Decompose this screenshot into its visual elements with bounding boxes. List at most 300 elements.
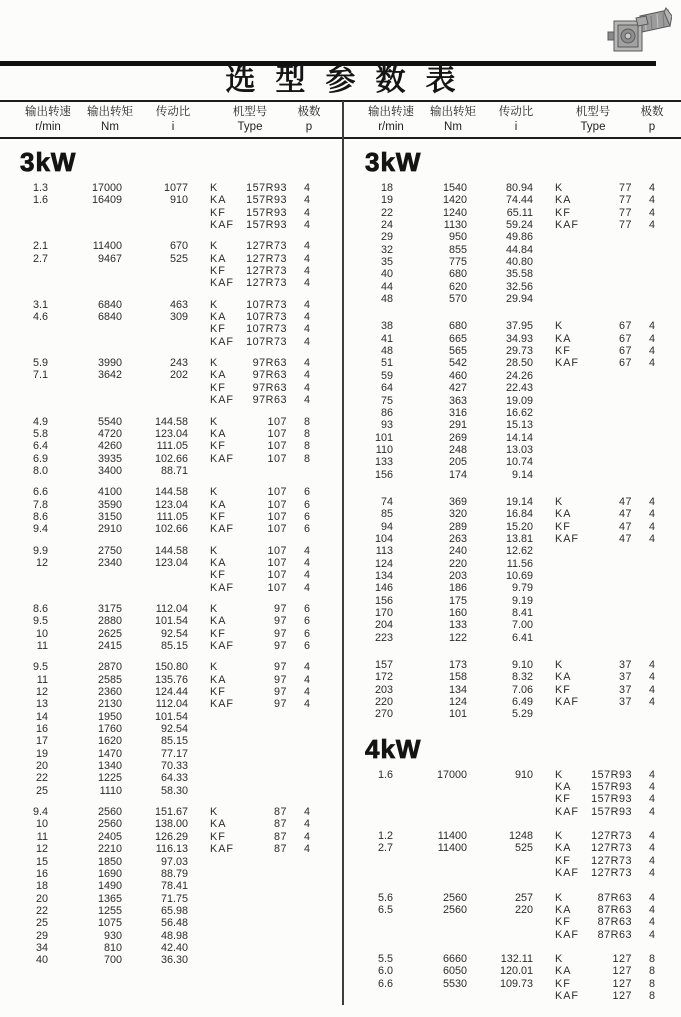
- cell-gap: [188, 806, 208, 818]
- cell-torque: 175: [448, 594, 467, 607]
- cell-ratio: 13.81: [505, 532, 533, 545]
- cell-gap: [188, 698, 208, 710]
- cell-poles: 4: [648, 830, 655, 843]
- table-row: [0, 253, 336, 265]
- cell-ratio: 309: [169, 311, 188, 324]
- header-speed-name: 输出转速: [25, 106, 71, 118]
- cell-type-prefix: KA: [555, 508, 572, 521]
- cell-torque: 3990: [97, 357, 122, 370]
- cell-torque: 133: [448, 619, 467, 632]
- cell-speed: 4.6: [32, 311, 48, 324]
- header-torque-unit: Nm: [101, 121, 119, 133]
- header-speed-unit: r/min: [378, 121, 404, 133]
- header-speed: [25, 105, 71, 134]
- cell-poles: 4: [648, 781, 655, 794]
- cell-poles: 4: [648, 903, 655, 916]
- cell-type-model: 107: [267, 440, 287, 453]
- cell-speed: 156: [374, 594, 393, 607]
- table-row: [0, 511, 336, 523]
- header-ratio-name: 传动比: [155, 106, 191, 118]
- table-row: [0, 394, 336, 406]
- cell-type-model: 37: [618, 696, 632, 709]
- cell-speed: [345, 867, 393, 879]
- cell-poles: 4: [303, 335, 310, 348]
- cell-gap: [533, 219, 553, 231]
- cell-speed: 18: [380, 182, 393, 194]
- table-row: [345, 456, 679, 468]
- cell-speed: 104: [374, 532, 393, 545]
- cell-speed: 146: [374, 582, 393, 595]
- cell-torque: 4260: [97, 440, 122, 453]
- cell-type-prefix: KAF: [555, 532, 579, 545]
- cell-speed: 1.3: [32, 182, 48, 194]
- table-row: [0, 640, 336, 652]
- cell-type-model: [244, 465, 287, 477]
- cell-poles: 4: [648, 357, 655, 370]
- cell-speed: 25: [35, 917, 48, 930]
- cell-ratio: 34.93: [505, 332, 533, 345]
- cell-torque: 369: [448, 495, 467, 508]
- cell-gap: [533, 521, 553, 533]
- cell-torque: 1620: [97, 735, 122, 748]
- cell-torque: 291: [448, 419, 467, 432]
- cell-speed: 17: [35, 735, 48, 748]
- cell-gap: [188, 954, 208, 966]
- cell-torque: 3642: [97, 369, 122, 382]
- table-row: [345, 370, 679, 382]
- table-row: [345, 558, 679, 570]
- table-row: [0, 207, 336, 219]
- cell-type-prefix: K: [555, 495, 564, 508]
- cell-gap: [533, 244, 553, 256]
- cell-speed: 93: [380, 419, 393, 432]
- table-row: [345, 904, 679, 916]
- cell-torque: 1540: [442, 182, 467, 194]
- cell-ratio: [122, 207, 188, 219]
- cell-type-model: [589, 231, 632, 243]
- table-row: [345, 867, 679, 879]
- cell-gap: [533, 293, 553, 305]
- cell-gap: [533, 607, 553, 619]
- cell-poles: [287, 954, 327, 966]
- column-divider: [342, 101, 344, 1005]
- cell-ratio: 109.73: [499, 977, 533, 990]
- table-row: [345, 521, 679, 533]
- cell-ratio: 44.84: [505, 243, 533, 256]
- cell-type-prefix: KF: [555, 916, 571, 929]
- cell-ratio: [122, 277, 188, 289]
- table-row: [0, 569, 336, 581]
- cell-gap: [188, 785, 208, 797]
- cell-type-model: [244, 772, 287, 784]
- cell-type-prefix: KAF: [555, 805, 579, 818]
- cell-poles: [632, 456, 672, 468]
- cell-torque: 1110: [99, 784, 122, 797]
- cell-type-model: 107: [267, 569, 287, 582]
- cell-ratio: [122, 394, 188, 406]
- cell-ratio: 11.56: [506, 557, 533, 570]
- table-row: [0, 661, 336, 673]
- cell-speed: 16: [35, 867, 48, 880]
- table-row: [0, 182, 336, 194]
- data-block: [0, 357, 336, 406]
- cell-type-prefix: KF: [210, 627, 226, 640]
- cell-torque: [48, 382, 122, 394]
- cell-gap: [188, 603, 208, 615]
- cell-type-model: 127: [612, 989, 632, 1002]
- cell-gap: [533, 806, 553, 818]
- cell-speed: 16: [35, 723, 48, 736]
- cell-poles: [287, 917, 327, 929]
- cell-gap: [188, 615, 208, 627]
- cell-gap: [533, 370, 553, 382]
- cell-type-prefix: KA: [555, 194, 572, 207]
- header-speed: [368, 105, 414, 134]
- cell-type-prefix: K: [555, 891, 564, 904]
- table-row: [345, 382, 679, 394]
- cell-torque: 4720: [97, 427, 122, 440]
- cell-ratio: 144.58: [154, 486, 188, 499]
- cell-poles: 4: [648, 659, 655, 672]
- cell-type-prefix: [553, 370, 589, 382]
- cell-type-model: [244, 917, 287, 929]
- cell-ratio: 101.54: [154, 615, 188, 628]
- cell-speed: 74: [380, 495, 393, 508]
- cell-type-model: [589, 469, 632, 481]
- cell-gap: [533, 207, 553, 219]
- cell-speed: [0, 569, 48, 581]
- cell-type-prefix: KAF: [210, 335, 234, 348]
- cell-gap: [188, 428, 208, 440]
- cell-poles: 4: [303, 843, 310, 856]
- cell-type-prefix: [553, 256, 589, 268]
- cell-poles: 8: [303, 440, 310, 453]
- cell-type-prefix: KAF: [210, 277, 234, 290]
- cell-poles: 4: [303, 394, 310, 407]
- cell-gap: [188, 357, 208, 369]
- cell-poles: [287, 868, 327, 880]
- data-block: [0, 416, 336, 478]
- cell-poles: [632, 244, 672, 256]
- cell-type-prefix: K: [210, 415, 219, 428]
- cell-torque: 160: [448, 607, 467, 619]
- cell-speed: 8.6: [32, 510, 48, 523]
- table-row: [0, 582, 336, 594]
- cell-type-model: 107R73: [246, 335, 287, 348]
- table-row: [345, 607, 679, 619]
- cell-poles: [287, 723, 327, 735]
- cell-ratio: 92.54: [160, 723, 188, 736]
- cell-type-prefix: K: [210, 806, 219, 819]
- cell-ratio: 243: [169, 357, 188, 370]
- power-heading: 3kW: [365, 147, 422, 177]
- cell-type-prefix: KAF: [210, 452, 234, 465]
- cell-ratio: 19.14: [505, 495, 533, 508]
- cell-type-prefix: KAF: [210, 640, 234, 652]
- cell-gap: [533, 432, 553, 444]
- cell-poles: 4: [303, 581, 310, 594]
- cell-gap: [188, 772, 208, 784]
- cell-type-prefix: KAF: [555, 357, 579, 370]
- table-row: [0, 806, 336, 818]
- cell-type-prefix: KA: [555, 965, 572, 978]
- cell-ratio: 123.04: [154, 556, 188, 569]
- cell-type-model: 157R93: [246, 182, 287, 194]
- data-block: [0, 545, 336, 594]
- cell-type-prefix: [553, 293, 589, 305]
- table-row: [345, 268, 679, 280]
- cell-speed: 6.6: [377, 977, 393, 990]
- cell-type-prefix: [208, 772, 244, 784]
- cell-speed: 48: [380, 345, 393, 358]
- cell-ratio: [467, 929, 533, 941]
- cell-poles: [632, 558, 672, 570]
- cell-torque: 248: [448, 443, 467, 456]
- cell-ratio: 8.41: [511, 607, 533, 619]
- cell-ratio: 9.19: [511, 594, 533, 607]
- cell-speed: 85: [380, 508, 393, 521]
- cell-speed: 110: [375, 443, 393, 456]
- table-row: [0, 686, 336, 698]
- cell-ratio: [122, 219, 188, 231]
- cell-ratio: 8.32: [511, 671, 533, 684]
- cell-type-model: [244, 880, 287, 892]
- section-3kw: [345, 149, 679, 721]
- cell-torque: 11400: [437, 830, 467, 843]
- cell-speed: [345, 806, 393, 818]
- cell-ratio: 1248: [508, 830, 533, 843]
- cell-poles: 8: [303, 415, 310, 428]
- table-row: [0, 711, 336, 723]
- cell-gap: [533, 904, 553, 916]
- cell-type-prefix: [553, 582, 589, 594]
- cell-ratio: 71.75: [160, 892, 188, 905]
- cell-torque: 1340: [97, 760, 122, 773]
- cell-gap: [533, 545, 553, 557]
- cell-type-model: [589, 558, 632, 570]
- cell-poles: 6: [303, 486, 310, 499]
- cell-gap: [533, 456, 553, 468]
- header-ratio: [156, 105, 191, 134]
- cell-type-model: 87: [273, 830, 287, 843]
- cell-type-model: 157R93: [591, 781, 632, 794]
- table-row: [0, 465, 336, 477]
- cell-speed: 12: [35, 843, 48, 856]
- cell-type-model: 77: [618, 194, 632, 207]
- cell-gap: [533, 696, 553, 708]
- cell-ratio: 144.58: [154, 544, 188, 557]
- cell-type-prefix: [208, 465, 244, 477]
- table-row: [0, 219, 336, 231]
- cell-ratio: 64.33: [160, 772, 188, 785]
- cell-torque: 1950: [97, 710, 122, 723]
- cell-gap: [188, 299, 208, 311]
- table-row: [345, 281, 679, 293]
- table-row: [345, 632, 679, 644]
- cell-poles: 4: [303, 323, 310, 336]
- power-heading: 4kW: [365, 733, 422, 764]
- cell-torque: 5530: [442, 977, 467, 990]
- cell-ratio: 16.84: [505, 508, 533, 521]
- cell-poles: [632, 607, 672, 619]
- cell-torque: [48, 582, 122, 594]
- cell-type-prefix: KF: [555, 206, 571, 219]
- cell-type-model: 37: [618, 659, 632, 672]
- cell-gap: [188, 686, 208, 698]
- cell-gap: [533, 855, 553, 867]
- cell-ratio: 150.80: [154, 661, 188, 674]
- cell-torque: [48, 323, 122, 335]
- cell-speed: 204: [374, 619, 393, 632]
- cell-type-prefix: KA: [210, 427, 227, 440]
- cell-poles: 4: [303, 698, 310, 711]
- cell-type-prefix: [208, 868, 244, 880]
- cell-gap: [533, 407, 553, 419]
- cell-type-prefix: KA: [210, 615, 227, 628]
- cell-poles: 8: [648, 989, 655, 1002]
- cell-type-model: 127: [612, 965, 632, 978]
- table-row: [0, 698, 336, 710]
- data-block: [345, 953, 679, 1002]
- table-row: [0, 772, 336, 784]
- cell-type-model: 77: [618, 182, 632, 194]
- cell-torque: 11400: [437, 842, 467, 855]
- cell-poles: 8: [303, 452, 310, 465]
- cell-speed: 9.5: [32, 661, 48, 674]
- table-row: [345, 182, 679, 194]
- cell-gap: [188, 723, 208, 735]
- table-row: [345, 990, 679, 1002]
- cell-type-prefix: [208, 917, 244, 929]
- header-speed-unit: r/min: [35, 121, 61, 133]
- cell-gap: [188, 942, 208, 954]
- cell-torque: 1850: [97, 855, 122, 868]
- cell-type-model: 87: [273, 806, 287, 819]
- cell-type-prefix: K: [555, 659, 564, 672]
- cell-type-prefix: KAF: [555, 696, 579, 709]
- cell-gap: [188, 831, 208, 843]
- cell-type-model: [589, 382, 632, 394]
- table-row: [345, 916, 679, 928]
- cell-type-model: [589, 708, 632, 720]
- cell-speed: 9.4: [32, 523, 48, 536]
- cell-gap: [533, 231, 553, 243]
- cell-poles: [632, 256, 672, 268]
- cell-type-prefix: KA: [210, 369, 227, 382]
- cell-torque: 289: [448, 520, 467, 533]
- cell-type-model: 127R73: [246, 277, 287, 290]
- cell-poles: 6: [303, 523, 310, 536]
- cell-gap: [533, 867, 553, 879]
- cell-ratio: 120.01: [499, 965, 533, 978]
- cell-type-prefix: [208, 856, 244, 868]
- cell-poles: 4: [303, 544, 310, 557]
- cell-torque: 6840: [97, 298, 122, 311]
- cell-type-prefix: [553, 231, 589, 243]
- cell-torque: 810: [103, 941, 122, 954]
- cell-type-prefix: KA: [210, 673, 227, 686]
- table-row: [345, 395, 679, 407]
- table-row: [0, 440, 336, 452]
- cell-torque: 2560: [442, 891, 467, 904]
- cell-gap: [533, 444, 553, 456]
- cell-gap: [188, 930, 208, 942]
- cell-type-prefix: KA: [210, 311, 227, 324]
- cell-speed: 10: [35, 627, 48, 640]
- cell-type-prefix: KF: [210, 381, 226, 394]
- cell-gap: [533, 892, 553, 904]
- cell-gap: [533, 469, 553, 481]
- data-block: [0, 603, 336, 652]
- cell-poles: [632, 231, 672, 243]
- cell-ratio: 202: [169, 369, 188, 382]
- cell-type-prefix: [208, 954, 244, 966]
- cell-torque: 203: [448, 569, 467, 582]
- cell-poles: 4: [303, 182, 310, 194]
- cell-type-prefix: [553, 632, 589, 644]
- data-block: [0, 486, 336, 535]
- cell-speed: [0, 219, 48, 231]
- cell-ratio: 102.66: [154, 452, 188, 465]
- cell-type-model: 107R73: [246, 298, 287, 311]
- cell-ratio: 9.14: [511, 468, 533, 481]
- cell-ratio: 111.05: [156, 510, 188, 523]
- cell-speed: 59: [380, 369, 393, 382]
- table-row: [345, 978, 679, 990]
- cell-ratio: 7.06: [511, 683, 533, 696]
- cell-poles: 4: [303, 381, 310, 394]
- table-row: [345, 671, 679, 683]
- cell-gap: [533, 671, 553, 683]
- cell-gap: [188, 523, 208, 535]
- cell-poles: [287, 905, 327, 917]
- table-row: [0, 880, 336, 892]
- cell-poles: [632, 545, 672, 557]
- cell-torque: 316: [448, 406, 467, 419]
- cell-gap: [188, 394, 208, 406]
- cell-torque: 9467: [97, 252, 122, 265]
- cell-type-model: [589, 444, 632, 456]
- cell-poles: 6: [303, 510, 310, 523]
- table-row: [0, 486, 336, 498]
- cell-gap: [533, 357, 553, 369]
- cell-gap: [533, 182, 553, 194]
- cell-torque: 4100: [97, 486, 122, 499]
- cell-ratio: 257: [514, 891, 533, 904]
- cell-torque: 101: [448, 708, 467, 721]
- cell-speed: 5.9: [32, 357, 48, 370]
- cell-poles: 4: [648, 320, 655, 333]
- cell-speed: 1.6: [32, 194, 48, 207]
- cell-ratio: 670: [169, 240, 188, 253]
- cell-ratio: 525: [169, 252, 188, 265]
- table-row: [0, 735, 336, 747]
- cell-ratio: 77.17: [160, 747, 188, 760]
- cell-ratio: 111.05: [156, 440, 188, 453]
- cell-type-model: 107: [267, 523, 287, 536]
- cell-torque: [393, 916, 467, 928]
- header-torque: [430, 105, 476, 134]
- table-row: [345, 194, 679, 206]
- cell-poles: 6: [303, 627, 310, 640]
- cell-type-model: 67: [618, 357, 632, 370]
- cell-torque: 2870: [97, 661, 122, 674]
- cell-speed: 6.5: [377, 903, 393, 916]
- cell-type-model: 87R63: [597, 928, 632, 941]
- cell-poles: 8: [303, 427, 310, 440]
- cell-torque: 680: [448, 320, 467, 333]
- cell-ratio: [122, 265, 188, 277]
